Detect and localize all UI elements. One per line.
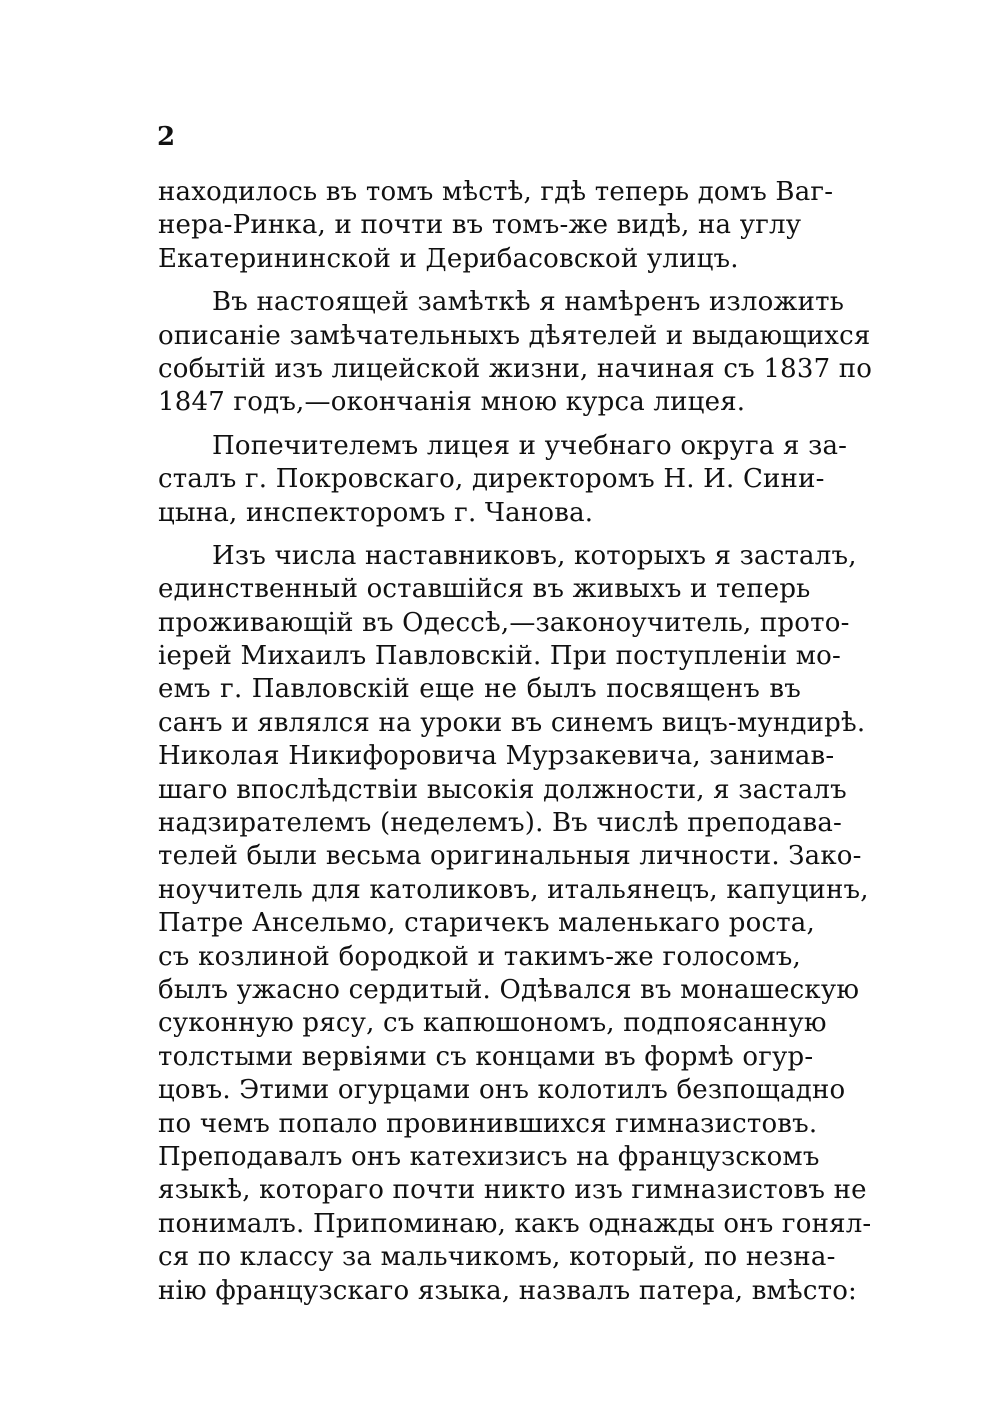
text-line: Преподавалъ онъ катехизисъ на французскомъ	[158, 1141, 820, 1172]
text-line: понималъ. Припоминаю, какъ однажды онъ гонял-	[158, 1208, 872, 1239]
text-line: языкѣ, котораго почти никто изъ гимназистовъ не	[158, 1175, 867, 1206]
text-line: суконную рясу, съ капюшономъ, подпоясанную	[158, 1008, 827, 1039]
text-line: ся по классу за мальчикомъ, который, по незна-	[158, 1242, 836, 1273]
text-line: находилось въ томъ мѣстѣ, гдѣ теперь домъ Ваг-	[158, 177, 834, 207]
text-line: Николая Никифоровича Мурзакевича, занимав-	[158, 741, 835, 772]
text-line: телей были весьма оригинальныя личности. Зако-	[158, 841, 862, 872]
text-line: іерей Михаилъ Павловскій. При поступленіи мо-	[158, 641, 841, 672]
text-line: Патре Ансельмо, старичекъ маленькаго роста,	[158, 908, 815, 939]
text-line: 1847 годъ,—окончанія мною курса лицея.	[158, 387, 746, 418]
page-number: 2	[157, 122, 176, 152]
text-line: толстыми вервіями съ концами въ формѣ огур-	[158, 1041, 814, 1072]
text-line: нера-Ринка, и почти въ томъ-же видѣ, на углу	[158, 210, 802, 241]
text-line: ноучитель для католиковъ, итальянецъ, капуцинъ,	[158, 874, 869, 905]
paragraph	[158, 286, 873, 420]
text-line: шаго впослѣдствіи высокія должности, я засталъ	[158, 774, 847, 805]
text-line: Въ настоящей замѣткѣ я намѣренъ изложить	[212, 287, 845, 318]
text-line: съ козлиной бородкой и такимъ-же голосомъ,	[158, 941, 801, 972]
paragraph	[158, 430, 848, 530]
text-line: сталъ г. Покровскаго, директоромъ Н. И. Сини-	[158, 464, 825, 495]
text-line: Екатерининской и Дерибасовской улицъ.	[158, 243, 739, 274]
text-line: по чемъ попало провинившихся гимназистовъ.	[158, 1108, 818, 1139]
text-line: цовъ. Этими огурцами онъ колотилъ безпощадно	[158, 1075, 846, 1106]
text-line: нію французскаго языка, назвалъ патера, вмѣсто:	[158, 1275, 858, 1306]
text-line: надзирателемъ (неделемъ). Въ числѣ преподава-	[158, 808, 843, 839]
paragraph	[158, 540, 872, 1308]
text-line: санъ и являлся на уроки въ синемъ вицъ-мундирѣ.	[158, 707, 866, 738]
text-line: цына, инспекторомъ г. Чанова.	[158, 497, 594, 528]
text-line: Попечителемъ лицея и учебнаго округа я за-	[212, 430, 848, 461]
text-line: событій изъ лицейской жизни, начиная съ 1837 по	[158, 353, 873, 384]
text-line: описаніе замѣчательныхъ дѣятелей и выдающихся	[158, 320, 871, 351]
text-line: былъ ужасно сердитый. Одѣвался въ монашескую	[158, 974, 860, 1005]
text-line: Изъ числа наставниковъ, которыхъ я засталъ,	[212, 540, 857, 571]
text-line: емъ г. Павловскій еще не былъ посвященъ въ	[158, 674, 801, 705]
body-text	[158, 176, 873, 1308]
paragraph	[158, 176, 834, 276]
text-line: единственный оставшійся въ живыхъ и теперь	[158, 574, 811, 605]
text-line: проживающій въ Одессѣ,—законоучитель, прото-	[158, 607, 850, 638]
